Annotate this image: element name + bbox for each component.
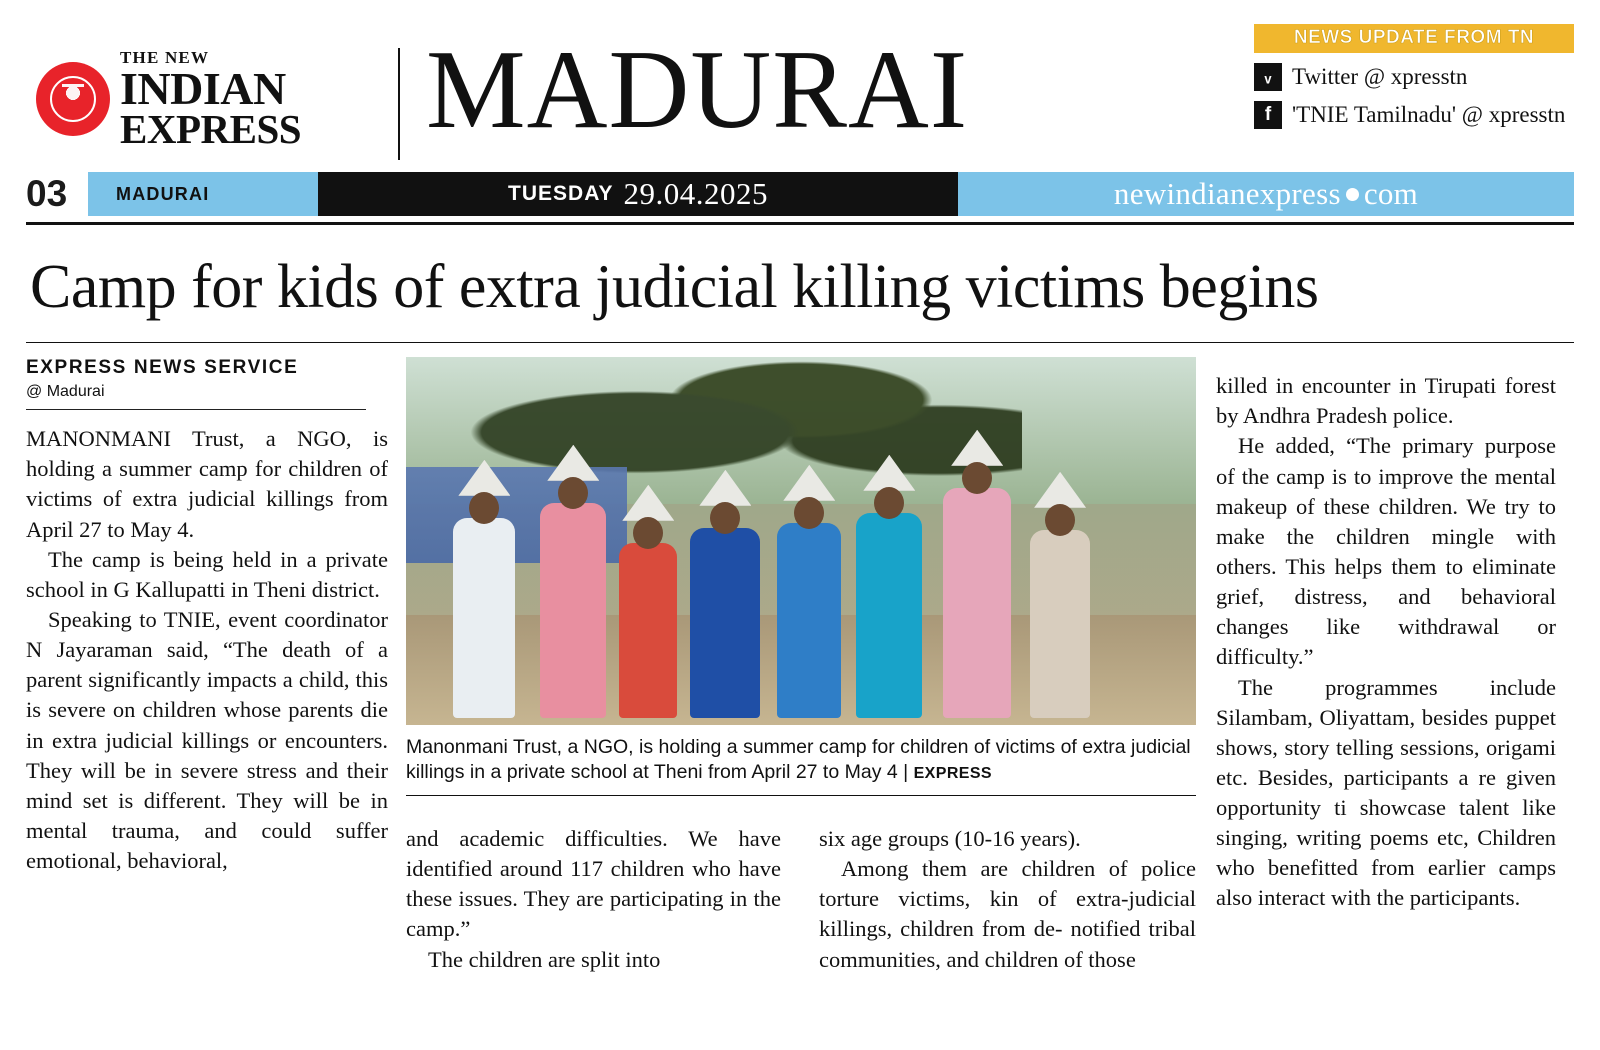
website-url[interactable] [958, 172, 1574, 216]
date-block [318, 172, 958, 216]
byline: EXPRESS NEWS SERVICE [26, 357, 299, 379]
headline-rule [26, 342, 1574, 343]
column-one [26, 357, 406, 997]
logo-indian: INDIAN [120, 62, 286, 114]
dot-icon [1346, 188, 1359, 201]
middle-columns [406, 810, 1196, 975]
photo-credit: EXPRESS [913, 765, 992, 783]
website-name: newindianexpress [1113, 176, 1341, 211]
photo-child-head [558, 477, 588, 509]
header-rule [26, 222, 1574, 225]
column-four [1196, 357, 1556, 997]
twitter-bird-icon: ᵥ [1254, 63, 1282, 91]
publication-logo [36, 48, 302, 153]
photo-child [856, 513, 922, 718]
twitter-handle: Twitter @ xpresstn [1292, 64, 1468, 89]
website-tld: com [1363, 176, 1419, 211]
photo-child-head [794, 497, 824, 529]
paragraph: He added, “The primary purpose of the camp is to improve the mental makeup of these children. We try to make the children mingle with others. This helps them to eliminate grief, distress, and behavioral changes like withdrawal or difficulty.” [1216, 433, 1556, 670]
promo-banner: NEWS UPDATE FROM TN [1254, 24, 1574, 53]
paragraph: The programmes include Silambam, Oliyattam, besides puppet shows, story telling sessions, origami etc. Besides, participants a re given opportunity ti showcase talent like singing, writing poems etc, Children who benefitted from earlier camps also interact with the participants. [1216, 674, 1556, 911]
photo-child-head [874, 487, 904, 519]
city-label: MADURAI [88, 172, 318, 216]
article-photo [406, 357, 1196, 725]
logo-wordmark [120, 48, 302, 153]
twitter-row[interactable] [1254, 63, 1574, 91]
photo-child [943, 488, 1011, 718]
masthead-divider [398, 48, 400, 160]
photo-child [619, 543, 677, 718]
photo-caption-text: Manonmani Trust, a NGO, is holding a summer camp for children of victims of extra judicial killings in a private school at Theni from April 27 to May 4 | [406, 736, 1191, 784]
facebook-row[interactable] [1254, 101, 1574, 129]
paragraph: The camp is being held in a private school in G Kallupatti in Theni district. [26, 546, 388, 602]
date-label: 29.04.2025 [623, 176, 768, 211]
photo-block [406, 357, 1196, 796]
photo-child [1030, 530, 1090, 718]
paragraph: MANONMANI Trust, a NGO, is holding a summer camp for children of victims of extra judicial killings from April 27 to May 4. [26, 426, 388, 542]
paragraph: Among them are children of police torture victims, kin of extra-judicial killings, children from de- notified tribal communities, and children of those [819, 856, 1196, 972]
column-two [406, 810, 801, 975]
byline-location: @ Madurai [26, 383, 366, 410]
photo-child-head [962, 462, 992, 494]
logo-the-new: THE NEW [120, 48, 210, 67]
photo-child-head [633, 517, 663, 549]
photo-child [690, 528, 760, 718]
edition-title: MADURAI [426, 28, 969, 152]
photo-child-head [1045, 504, 1075, 536]
column-middle [406, 357, 1196, 997]
paragraph: and academic difficulties. We have identified around 117 children who have these issues. They are participating in the camp.” [406, 826, 781, 942]
photo-child-head [710, 502, 740, 534]
photo-child [453, 518, 515, 718]
weekday-label: TUESDAY [508, 182, 614, 205]
paragraph: six age groups (10-16 years). [819, 826, 1081, 851]
caption-rule [406, 795, 1196, 796]
paragraph: Speaking to TNIE, event coordinator N Jayaraman said, “The death of a parent significantly impacts a child, this is severe on children whose parents die in extra judicial killings or encounters. They will be in severe stress and their mind set is different. They will be in mental trauma, and could suffer emotional, behavioral, [26, 606, 388, 874]
paragraph: killed in encounter in Tirupati forest by Andhra Pradesh police. [1216, 373, 1556, 429]
newspaper-page [0, 14, 1600, 1050]
page-title: Camp for kids of extra judicial killing victims begins [30, 253, 1319, 321]
photo-child [540, 503, 606, 718]
photo-child-head [469, 492, 499, 524]
facebook-f-icon: f [1254, 101, 1282, 129]
info-bar [26, 172, 1574, 216]
paragraph: The children are split into [428, 946, 661, 972]
page-number: 03 [26, 173, 68, 214]
express-seal-icon [36, 62, 110, 136]
photo-caption [406, 735, 1196, 785]
article-body [26, 357, 1574, 997]
social-block [1254, 24, 1574, 129]
column-three [801, 810, 1196, 975]
facebook-handle: 'TNIE Tamilnadu' @ xpresstn [1292, 102, 1566, 127]
masthead [26, 14, 1574, 164]
photo-child [777, 523, 841, 718]
logo-express: EXPRESS [120, 106, 302, 153]
